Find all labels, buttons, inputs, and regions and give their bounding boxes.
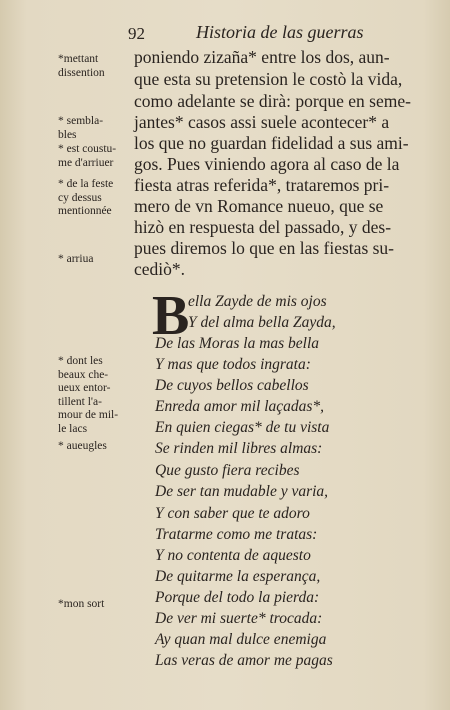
prose-line: hizò en respuesta del passado, y des- [134, 217, 392, 237]
poem-line: ella Zayde de mis ojos [188, 293, 327, 310]
margin-note: * est coustu- me d'arriuer [58, 143, 117, 169]
poem-line: Enreda amor mil laçadas*, [155, 398, 325, 415]
poem-line: Las veras de amor me pagas [155, 652, 333, 669]
poem-line: De quitarme la esperança, [155, 568, 321, 585]
prose-line: fiesta atras referida*, trataremos pri- [134, 175, 390, 195]
poem-line: De ver mi suerte* trocada: [155, 610, 323, 627]
poem-line: En quien ciegas* de tu vista [155, 419, 330, 436]
page-number: 92 [128, 24, 145, 43]
margin-note: * de la feste cy dessus mentionnée [58, 178, 114, 217]
prose-line: jantes* casos assi suele acontecer* a [134, 112, 390, 132]
margin-note: * sembla- bles [58, 115, 104, 141]
running-title: Historia de las guerras [196, 22, 364, 42]
prose-line: los que no guardan fidelidad a sus ami- [134, 133, 409, 153]
margin-note: *mon sort [58, 598, 105, 610]
poem-line: Y no contenta de aquesto [155, 547, 311, 564]
poem-line: De ser tan mudable y varia, [155, 483, 329, 500]
poem-line: Y con saber que te adoro [155, 505, 310, 522]
prose-line: pues diremos lo que en las fiestas su- [134, 238, 395, 258]
poem-line: Y mas que todos ingrata: [155, 356, 311, 373]
poem-line: Se rinden mil libres almas: [155, 440, 323, 457]
poem-line: Y del alma bella Zayda, [188, 314, 336, 331]
drop-cap: B [152, 285, 190, 347]
poem-line: Tratarme como me tratas: [155, 526, 318, 543]
margin-note: * dont les beaux che- ueux entor- tillent l'a- mour de mil- le lacs [58, 355, 119, 435]
poem-line: De las Moras la mas bella [155, 335, 320, 352]
prose-line: gos. Pues viniendo agora al caso de la [134, 154, 400, 174]
margin-note: *mettant dissention [58, 53, 105, 79]
page-header [0, 22, 450, 46]
prose-line: mero de vn Romance nueuo, que se [134, 196, 384, 216]
prose-line: poniendo zizaña* entre los dos, aun- [134, 47, 390, 67]
margin-note: * arriua [58, 253, 94, 265]
margin-note: * aueugles [58, 440, 107, 452]
poem-line: Que gusto fiera recibes [155, 462, 300, 479]
prose-line: cediò*. [134, 259, 186, 279]
prose-line: que esta su pretension le costò la vida, [134, 69, 403, 89]
poem-line: De cuyos bellos cabellos [155, 377, 309, 394]
poem-line: Ay quan mal dulce enemiga [155, 631, 327, 648]
poem-line: Porque del todo la pierda: [155, 589, 320, 606]
prose-line: como adelante se dirà: porque en seme- [134, 91, 411, 111]
